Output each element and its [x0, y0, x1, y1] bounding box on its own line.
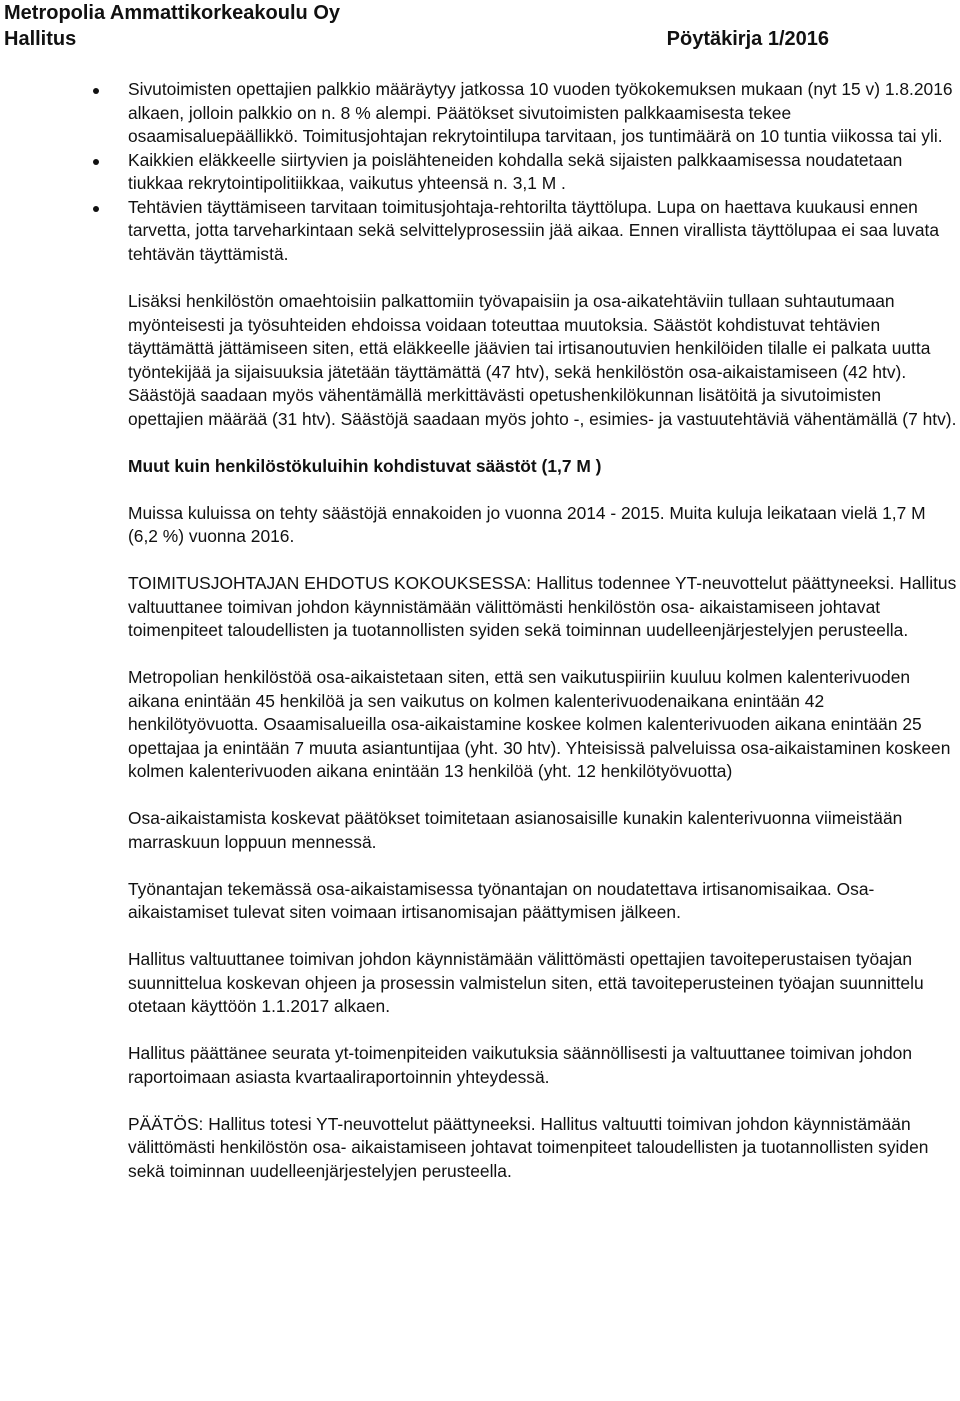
board-name: Hallitus: [4, 28, 77, 50]
paragraph-decisions-delivery: Osa-aikaistamista koskevat päätökset toimitetaan asianosaisille kunakin kalenterivuonna viimeistään marraskuun loppuun mennessä.: [128, 808, 903, 852]
paragraph-other-costs: Muissa kuluissa on tehty säästöjä ennakoiden jo vuonna 2014 - 2015. Muita kuluja leikataan vielä 1,7 M (6,2 %) vuonna 2016.: [128, 502, 926, 546]
list-item: [128, 78, 958, 149]
paragraph-follow-up: Hallitus päättänee seurata yt-toimenpiteiden vaikutuksia säännöllisesti ja valtuuttanee toimivan johdon raportoimaan asiasta kvartaaliraportoinnin yhteydessä.: [128, 1043, 913, 1087]
bullet-list: [128, 78, 958, 266]
paragraph-decision: PÄÄTÖS: Hallitus totesi YT-neuvottelut päättyneeksi. Hallitus valtuutti toimivan johdon käynnistämään välittömästi henkilöstön osa- aikaistamiseen johtavat toimenpiteet taloudellisten ja tuotannollisten syiden sekä toiminnan uudelleenjärjestelyjen perusteella.: [128, 1113, 929, 1181]
list-item-text: Sivutoimisten opettajien palkkio määräytyy jatkossa 10 vuoden työkokemuksen mukaan (nyt 15 v) 1.8.2016 alkaen, jolloin palkkio on n. 8 % alempi. Päätökset sivutoimisten palkkaamisesta tekee osaamisaluepäällikkö. Toimitusjohtajan rekrytointilupa tarvitaan, jos tuntimäärä on 10 tuntia viikossa tai yli.: [128, 79, 953, 146]
paragraph-ceo-proposal: TOIMITUSJOHTAJAN EHDOTUS KOKOUKSESSA: Hallitus todennee YT-neuvottelut päättyneeksi. Hallitus valtuuttanee toimivan johdon käynnistämään välittömästi henkilöstön osa- aikaistamiseen johtavat toimenpiteet taloudellisten ja tuotannollisten syiden sekä toiminnan uudelleenjärjestelyjen perusteella.: [128, 573, 957, 640]
list-item-text: Kaikkien eläkkeelle siirtyvien ja poislähteneiden kohdalla sekä sijaisten palkkaamisessa noudatetaan tiukkaa rekrytointipolitiikkaa, vaikutus yhteensä n. 3,1 M .: [128, 149, 903, 193]
paragraph-staff-savings: Lisäksi henkilöstön omaehtoisiin palkattomiin työvapaisiin ja osa-aikatehtäviin tullaan suhtautumaan myönteisesti ja työsuhteiden ehdoissa voidaan toteuttaa muutoksia. Säästöt kohdistuvat tehtävien täyttämättä jättämiseen siten, että eläkkeelle jäävien tai irtisanoutuvien henkilöiden tilalle ei palkata uutta työntekijää ja sijaisuuksia jätetään täyttämättä (47 htv), sekä henkilöstön osa-aikaistamiseen (42 htv). Säästöjä saadaan myös vähentämällä merkittävästi opetushenkilökunnan lisätöitä ja sivutoimisten opettajien määrää (31 htv). Säästöjä saadaan myös johto -, esimies- ja vastuutehtäviä vähentämällä (7 htv).: [128, 291, 957, 429]
organization-name: Metropolia Ammattikorkeakoulu Oy: [4, 2, 340, 24]
bullet-icon: [93, 159, 99, 165]
bullet-icon: [93, 88, 99, 94]
document-body: [128, 78, 958, 1183]
document-header: [0, 0, 960, 60]
list-item: [128, 196, 958, 267]
list-item: [128, 149, 958, 196]
document-number: Pöytäkirja 1/2016: [666, 28, 829, 50]
list-item-text: Tehtävien täyttämiseen tarvitaan toimitusjohtaja-rehtorilta täyttölupa. Lupa on haettava kuukausi ennen tarvetta, jotta tarveharkintaan sekä selvittelyprosessiin jää aikaa. Ennen virallista täyttölupaa ei saa luvata tehtävän täyttämistä.: [128, 196, 940, 264]
section-heading: Muut kuin henkilöstökuluihin kohdistuvat säästöt (1,7 M ): [128, 455, 602, 476]
bullet-icon: [93, 206, 99, 212]
paragraph-notice-period: Työnantajan tekemässä osa-aikaistamisessa työnantajan on noudatettava irtisanomisaikaa. Osa-aikaistamiset tulevat siten voimaan irtisanomisajan päättymisen jälkeen.: [128, 878, 875, 922]
paragraph-working-time-planning: Hallitus valtuuttanee toimivan johdon käynnistämään välittömästi opettajien tavoiteperustaisen työajan suunnittelua koskevan ohjeen ja prosessin valmistelun siten, että tavoiteperusteinen työajan suunnittelu otetaan käyttöön 1.1.2017 alkaen.: [128, 949, 924, 1016]
paragraph-part-time: Metropolian henkilöstöä osa-aikaistetaan siten, että sen vaikutuspiiriin kuuluu kolmen kalenterivuoden aikana enintään 45 henkilöä ja sen vaikutus on kolmen kalenterivuodenaikana enintään 42 henkilötyövuotta. Osaamisalueilla osa-aikaistamine koskee kolmen kalenterivuoden aikana enintään 25 opettajaa ja enintään 7 muuta asiantuntijaa (yht. 30 htv). Yhteisissä palveluissa osa-aikaistaminen koskeen kolmen kalenterivuoden aikana enintään 13 henkilöä (yht. 12 henkilötyövuotta): [128, 667, 951, 781]
